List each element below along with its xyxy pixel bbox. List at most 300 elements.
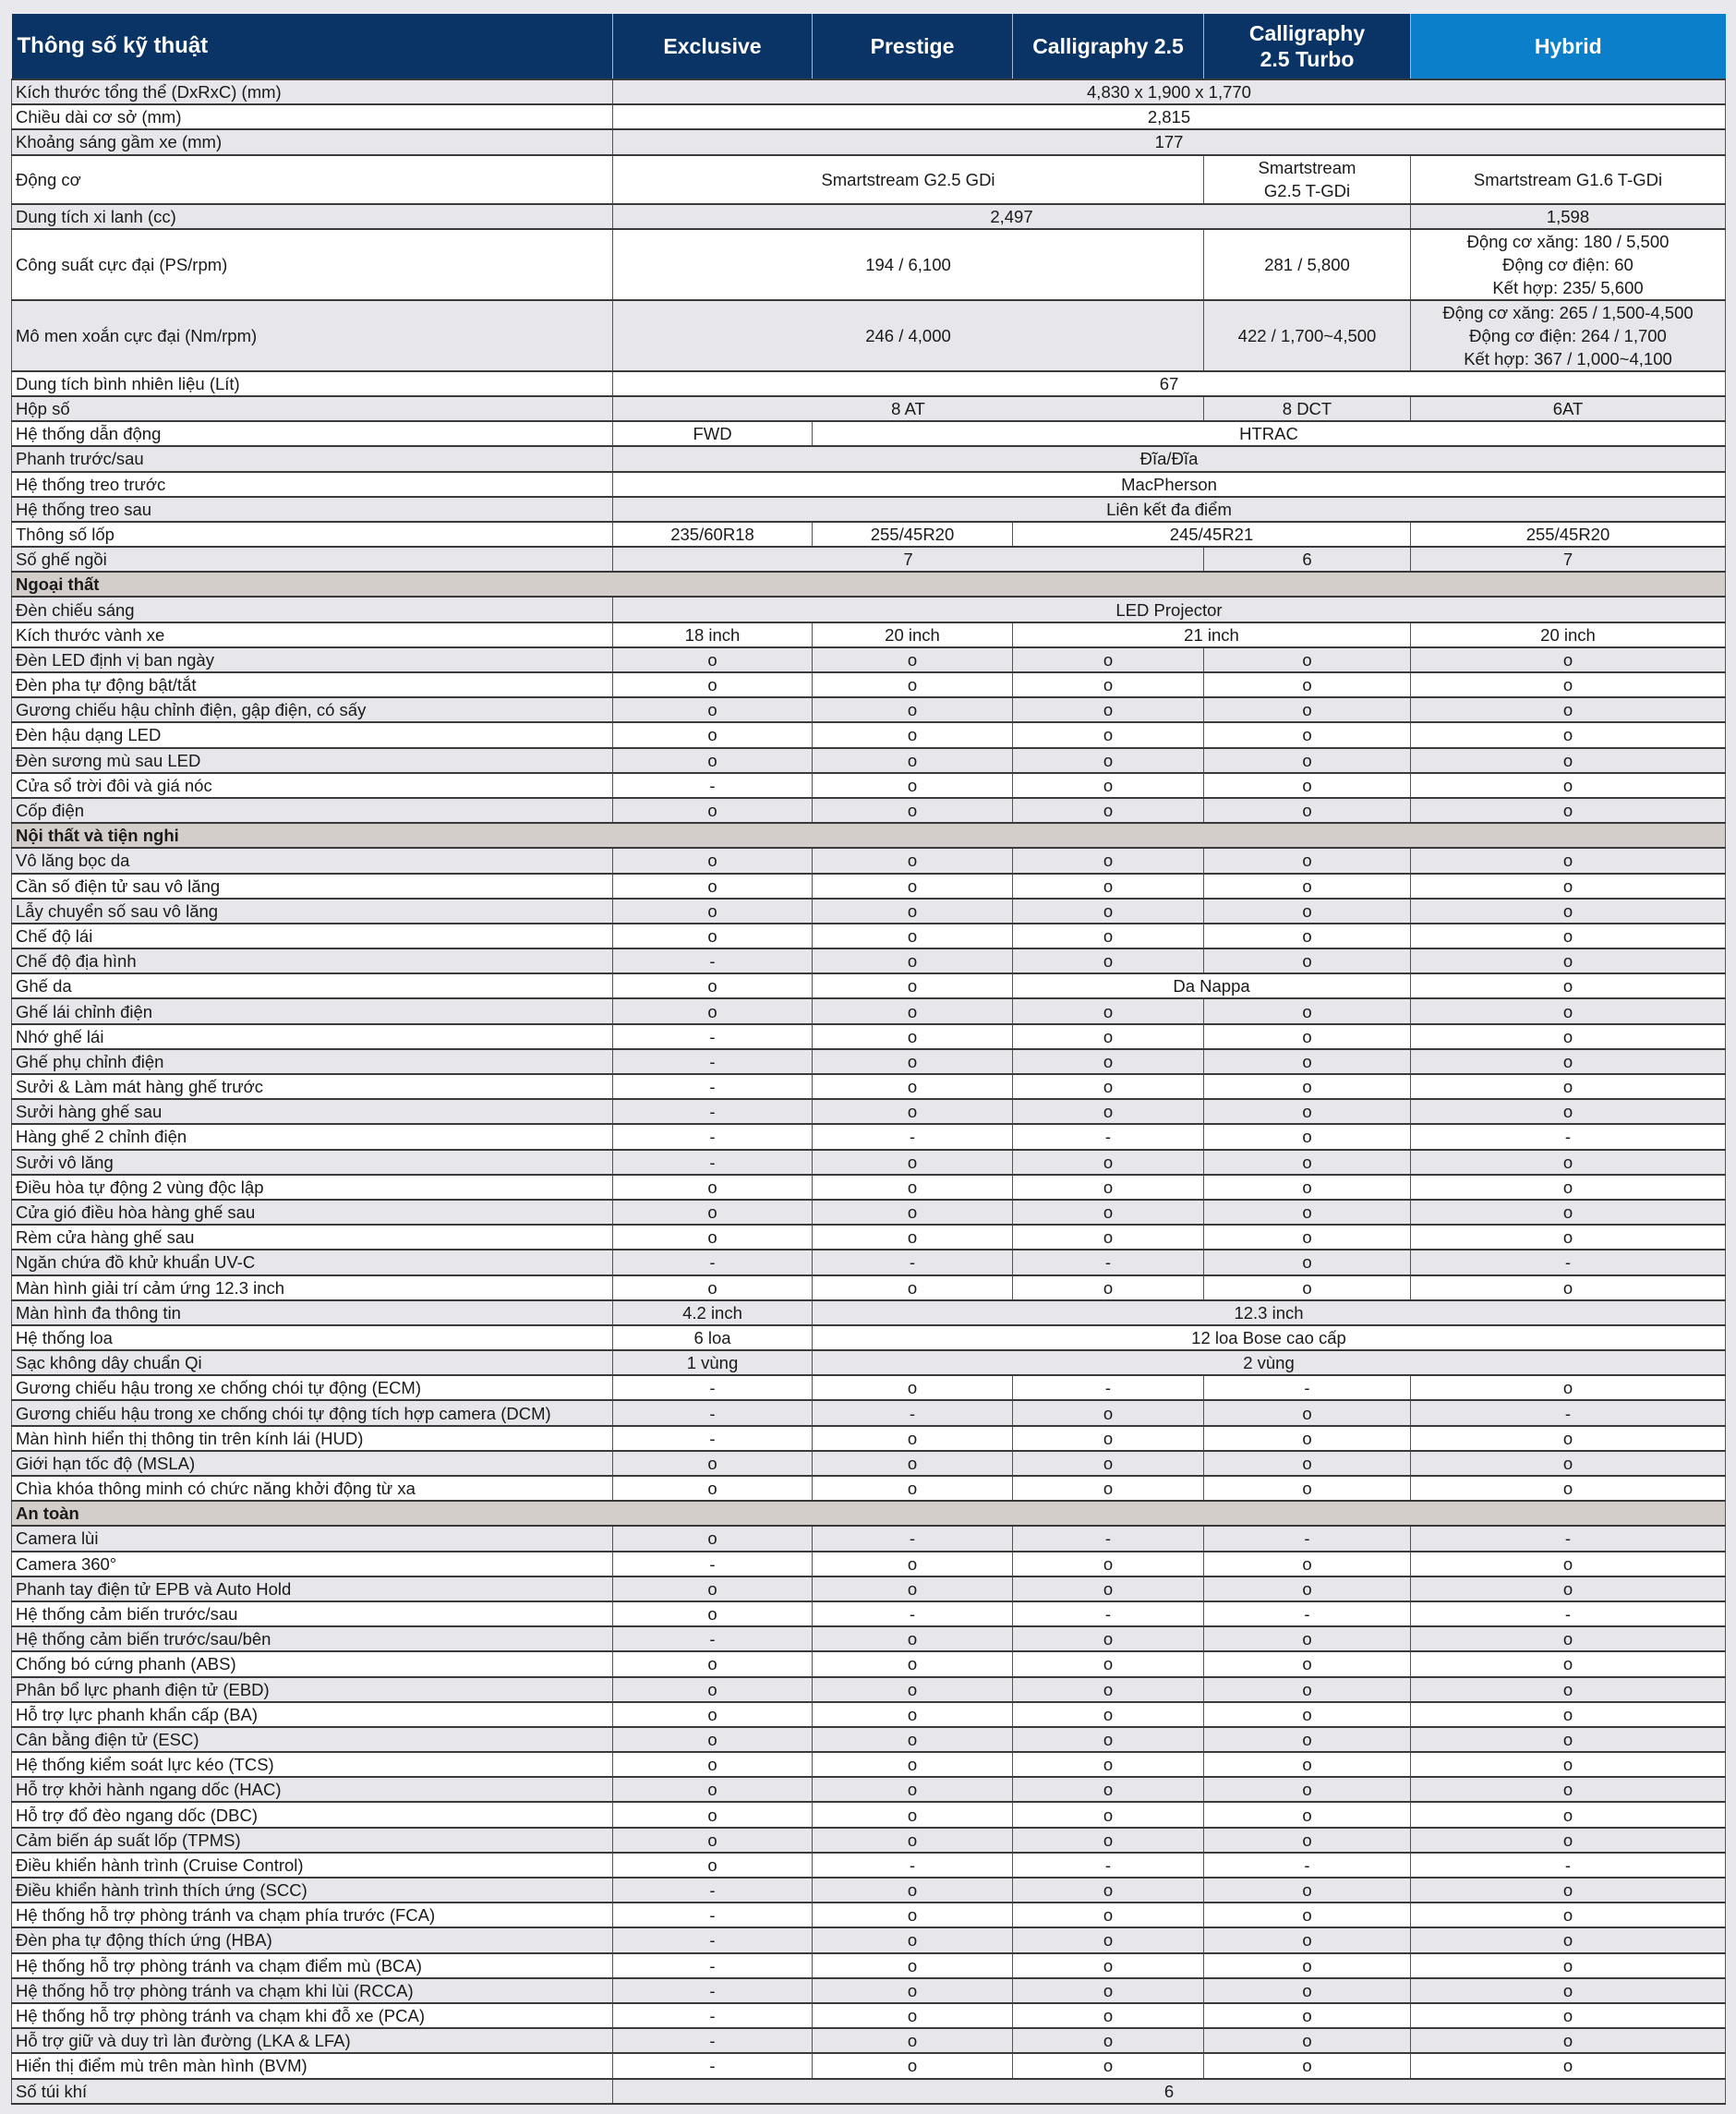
feature-available: o <box>1411 1978 1726 2003</box>
table-row <box>12 899 1726 924</box>
spec-value: Động cơ xăng: 180 / 5,500 Động cơ điện: 60 Kết hợp: 235/ 5,600 <box>1411 229 1726 300</box>
row-label: Hiển thị điểm mù trên màn hình (BVM) <box>12 2053 613 2078</box>
table-row <box>12 1426 1726 1451</box>
table-row <box>12 1651 1726 1676</box>
spec-value: 245/45R21 <box>1013 522 1411 547</box>
feature-available: o <box>613 1175 813 1200</box>
section-title: An toàn <box>12 1501 1726 1526</box>
row-label: Hệ thống hỗ trợ phòng tránh va chạm phía trước (FCA) <box>12 1903 613 1927</box>
row-label: Hỗ trợ giữ và duy trì làn đường (LKA & LFA) <box>12 2028 613 2053</box>
feature-available: o <box>1411 1953 1726 1978</box>
table-row <box>12 1828 1726 1853</box>
feature-available: o <box>1013 1777 1204 1802</box>
feature-available: o <box>1013 1651 1204 1676</box>
table-row <box>12 1099 1726 1124</box>
table-row <box>12 697 1726 722</box>
feature-unavailable: - <box>1013 1601 1204 1626</box>
table-row <box>12 1526 1726 1551</box>
feature-available: o <box>1204 1150 1411 1175</box>
row-label: Hệ thống hỗ trợ phòng tránh va chạm khi đỗ xe (PCA) <box>12 2003 613 2028</box>
feature-available: o <box>1204 1702 1411 1727</box>
spec-value: 7 <box>613 547 1204 572</box>
feature-available: o <box>613 1777 813 1802</box>
feature-unavailable: - <box>1411 1601 1726 1626</box>
feature-available: o <box>1204 1049 1411 1074</box>
feature-unavailable: - <box>613 2028 813 2053</box>
table-row <box>12 1124 1726 1149</box>
row-label: Điều khiển hành trình (Cruise Control) <box>12 1853 613 1878</box>
section-header <box>12 572 1726 597</box>
feature-available: o <box>1411 1426 1726 1451</box>
row-label: Gương chiếu hậu trong xe chống chói tự động tích hợp camera (DCM) <box>12 1400 613 1425</box>
feature-available: o <box>1204 1476 1411 1501</box>
feature-available: o <box>813 924 1013 948</box>
row-label: Hệ thống cảm biến trước/sau/bên <box>12 1626 613 1651</box>
row-label: Hàng ghế 2 chỉnh điện <box>12 1124 613 1149</box>
feature-available: o <box>1411 1802 1726 1827</box>
feature-available: o <box>1204 1903 1411 1927</box>
feature-available: o <box>1204 798 1411 823</box>
row-label: Hộp số <box>12 396 613 421</box>
table-row <box>12 1853 1726 1878</box>
feature-available: o <box>1411 1777 1726 1802</box>
table-row <box>12 1802 1726 1827</box>
row-label: Phân bổ lực phanh điện tử (EBD) <box>12 1677 613 1702</box>
table-row <box>12 79 1726 104</box>
table-row <box>12 1476 1726 1501</box>
feature-available: o <box>1204 899 1411 924</box>
row-label: Hệ thống kiểm soát lực kéo (TCS) <box>12 1752 613 1777</box>
row-label: Hệ thống treo trước <box>12 472 613 497</box>
row-label: Số ghế ngồi <box>12 547 613 572</box>
spec-value: 20 inch <box>1411 622 1726 647</box>
row-label: Chiều dài cơ sở (mm) <box>12 104 613 129</box>
feature-available: o <box>813 2053 1013 2078</box>
table-row <box>12 1275 1726 1300</box>
spec-value: HTRAC <box>813 421 1726 446</box>
feature-unavailable: - <box>613 1400 813 1425</box>
feature-available: o <box>1013 1802 1204 1827</box>
feature-available: o <box>1411 1752 1726 1777</box>
feature-available: o <box>613 1526 813 1551</box>
spec-value: FWD <box>613 421 813 446</box>
feature-available: o <box>613 1576 813 1601</box>
feature-available: o <box>1411 773 1726 798</box>
feature-available: o <box>1013 1476 1204 1501</box>
feature-available: o <box>813 1426 1013 1451</box>
row-label: Cần số điện tử sau vô lăng <box>12 874 613 899</box>
feature-available: o <box>1204 1626 1411 1651</box>
spec-value: 12 loa Bose cao cấp <box>813 1325 1726 1350</box>
feature-available: o <box>1411 672 1726 697</box>
section-title: Ngoại thất <box>12 572 1726 597</box>
feature-available: o <box>613 998 813 1023</box>
header-prestige: Prestige <box>813 14 1013 79</box>
feature-available: o <box>1204 1451 1411 1476</box>
table-row <box>12 1024 1726 1049</box>
feature-available: o <box>1411 748 1726 773</box>
feature-available: o <box>1411 697 1726 722</box>
feature-unavailable: - <box>613 1375 813 1400</box>
feature-available: o <box>1013 1426 1204 1451</box>
feature-available: o <box>813 848 1013 873</box>
feature-available: o <box>1013 924 1204 948</box>
feature-unavailable: - <box>613 1878 813 1903</box>
feature-available: o <box>1013 1552 1204 1576</box>
feature-available: o <box>1204 1752 1411 1777</box>
feature-available: o <box>1411 647 1726 672</box>
feature-available: o <box>813 2003 1013 2028</box>
spec-value: 4.2 inch <box>613 1300 813 1325</box>
table-row <box>12 2079 1726 2104</box>
table-row <box>12 1400 1726 1425</box>
table-row <box>12 229 1726 300</box>
feature-available: o <box>1013 1175 1204 1200</box>
feature-available: o <box>613 798 813 823</box>
table-row <box>12 1702 1726 1727</box>
feature-available: o <box>813 1802 1013 1827</box>
feature-unavailable: - <box>613 1626 813 1651</box>
feature-available: o <box>613 1451 813 1476</box>
spec-value: MacPherson <box>613 472 1726 497</box>
feature-available: o <box>1204 1651 1411 1676</box>
feature-available: o <box>1013 1400 1204 1425</box>
feature-available: o <box>1411 1651 1726 1676</box>
feature-available: o <box>1411 1024 1726 1049</box>
feature-available: o <box>1013 1225 1204 1250</box>
spec-value: 6AT <box>1411 396 1726 421</box>
table-row <box>12 2053 1726 2078</box>
row-label: Khoảng sáng gầm xe (mm) <box>12 129 613 154</box>
feature-unavailable: - <box>613 1150 813 1175</box>
feature-available: o <box>1411 2053 1726 2078</box>
spec-value: 6 <box>613 2079 1726 2104</box>
feature-available: o <box>1204 1250 1411 1274</box>
row-label: Chế độ địa hình <box>12 948 613 973</box>
feature-available: o <box>1204 647 1411 672</box>
spec-table-body <box>12 79 1726 2104</box>
feature-available: o <box>813 1927 1013 1952</box>
spec-value: 255/45R20 <box>1411 522 1726 547</box>
feature-available: o <box>1411 1552 1726 1576</box>
spec-value: 21 inch <box>1013 622 1411 647</box>
feature-available: o <box>813 899 1013 924</box>
spec-value: 7 <box>1411 547 1726 572</box>
row-label: Ngăn chứa đồ khử khuẩn UV-C <box>12 1250 613 1274</box>
feature-available: o <box>1013 2003 1204 2028</box>
feature-unavailable: - <box>1411 1250 1726 1274</box>
spec-value: 2,815 <box>613 104 1726 129</box>
row-label: Đèn sương mù sau LED <box>12 748 613 773</box>
feature-available: o <box>613 1601 813 1626</box>
feature-available: o <box>1013 1074 1204 1099</box>
feature-available: o <box>1013 1275 1204 1300</box>
row-label: Đèn pha tự động bật/tắt <box>12 672 613 697</box>
feature-unavailable: - <box>613 2053 813 2078</box>
feature-available: o <box>1013 1702 1204 1727</box>
feature-available: o <box>813 1677 1013 1702</box>
feature-available: o <box>1204 672 1411 697</box>
spec-value: 67 <box>613 371 1726 396</box>
table-row <box>12 748 1726 773</box>
feature-unavailable: - <box>813 1400 1013 1425</box>
feature-available: o <box>1204 1200 1411 1225</box>
feature-available: o <box>1411 848 1726 873</box>
spec-value: Động cơ xăng: 265 / 1,500-4,500 Động cơ điện: 264 / 1,700 Kết hợp: 367 / 1,000~4,100 <box>1411 300 1726 371</box>
feature-available: o <box>1204 697 1411 722</box>
feature-available: o <box>1411 874 1726 899</box>
feature-available: o <box>1411 1451 1726 1476</box>
feature-available: o <box>813 1200 1013 1225</box>
feature-available: o <box>1411 1727 1726 1752</box>
row-label: Thông số lốp <box>12 522 613 547</box>
table-row <box>12 1677 1726 1702</box>
row-label: Cửa gió điều hòa hàng ghế sau <box>12 1200 613 1225</box>
row-label: Gương chiếu hậu chỉnh điện, gập điện, có sấy <box>12 697 613 722</box>
feature-available: o <box>1204 748 1411 773</box>
feature-unavailable: - <box>1411 1853 1726 1878</box>
spec-value: 2 vùng <box>813 1350 1726 1375</box>
feature-available: o <box>1204 1400 1411 1425</box>
feature-available: o <box>813 1626 1013 1651</box>
feature-available: o <box>813 647 1013 672</box>
feature-available: o <box>1411 1828 1726 1853</box>
table-row <box>12 421 1726 446</box>
feature-unavailable: - <box>1013 1853 1204 1878</box>
feature-available: o <box>1411 1626 1726 1651</box>
table-row <box>12 1451 1726 1476</box>
row-label: Giới hạn tốc độ (MSLA) <box>12 1451 613 1476</box>
feature-unavailable: - <box>613 1426 813 1451</box>
feature-available: o <box>1013 2028 1204 2053</box>
row-label: Hệ thống treo sau <box>12 497 613 522</box>
table-row <box>12 446 1726 471</box>
table-row <box>12 622 1726 647</box>
spec-value: 8 AT <box>613 396 1204 421</box>
spec-value: Da Nappa <box>1013 973 1411 998</box>
feature-available: o <box>1204 1175 1411 1200</box>
feature-available: o <box>1013 1451 1204 1476</box>
feature-unavailable: - <box>813 1250 1013 1274</box>
spec-value: 1 vùng <box>613 1350 813 1375</box>
row-label: Sưởi hàng ghế sau <box>12 1099 613 1124</box>
feature-available: o <box>813 1978 1013 2003</box>
row-label: Đèn hậu dạng LED <box>12 722 613 747</box>
feature-available: o <box>1411 1200 1726 1225</box>
feature-available: o <box>1204 1552 1411 1576</box>
feature-available: o <box>813 1903 1013 1927</box>
spec-value: 8 DCT <box>1204 396 1411 421</box>
feature-unavailable: - <box>1204 1526 1411 1551</box>
row-label: Phanh trước/sau <box>12 446 613 471</box>
feature-available: o <box>1204 1677 1411 1702</box>
feature-unavailable: - <box>613 1903 813 1927</box>
feature-available: o <box>813 2028 1013 2053</box>
table-row <box>12 1552 1726 1576</box>
feature-unavailable: - <box>613 1099 813 1124</box>
table-row <box>12 1903 1726 1927</box>
table-row <box>12 1049 1726 1074</box>
feature-available: o <box>1013 899 1204 924</box>
row-label: Mô men xoắn cực đại (Nm/rpm) <box>12 300 613 371</box>
table-row <box>12 129 1726 154</box>
feature-available: o <box>1204 1927 1411 1952</box>
section-title: Nội thất và tiện nghi <box>12 823 1726 848</box>
feature-available: o <box>813 948 1013 973</box>
feature-available: o <box>813 1024 1013 1049</box>
feature-available: o <box>813 1099 1013 1124</box>
feature-available: o <box>613 1802 813 1827</box>
spec-value: 12.3 inch <box>813 1300 1726 1325</box>
feature-available: o <box>613 1828 813 1853</box>
table-row <box>12 848 1726 873</box>
feature-available: o <box>613 1476 813 1501</box>
row-label: Động cơ <box>12 155 613 204</box>
feature-available: o <box>1411 1099 1726 1124</box>
feature-available: o <box>1204 1024 1411 1049</box>
feature-available: o <box>1204 773 1411 798</box>
feature-available: o <box>613 899 813 924</box>
feature-available: o <box>813 1651 1013 1676</box>
feature-available: o <box>1013 1024 1204 1049</box>
feature-available: o <box>613 697 813 722</box>
header-hybrid: Hybrid <box>1411 14 1726 79</box>
row-label: Hệ thống loa <box>12 1325 613 1350</box>
feature-available: o <box>1411 798 1726 823</box>
feature-unavailable: - <box>613 1124 813 1149</box>
feature-available: o <box>1204 1802 1411 1827</box>
feature-unavailable: - <box>813 1124 1013 1149</box>
feature-unavailable: - <box>613 1049 813 1074</box>
spec-value: 177 <box>613 129 1726 154</box>
spec-value: 246 / 4,000 <box>613 300 1204 371</box>
row-label: Đèn pha tự động thích ứng (HBA) <box>12 1927 613 1952</box>
feature-available: o <box>1204 1099 1411 1124</box>
table-row <box>12 396 1726 421</box>
table-row <box>12 672 1726 697</box>
row-label: Hệ thống hỗ trợ phòng tránh va chạm điểm mù (BCA) <box>12 1953 613 1978</box>
feature-available: o <box>813 1225 1013 1250</box>
feature-available: o <box>813 1576 1013 1601</box>
table-row <box>12 547 1726 572</box>
feature-available: o <box>813 798 1013 823</box>
feature-unavailable: - <box>613 1978 813 2003</box>
feature-unavailable: - <box>613 1250 813 1274</box>
feature-available: o <box>1411 1702 1726 1727</box>
table-row <box>12 104 1726 129</box>
spec-value: 1,598 <box>1411 204 1726 229</box>
row-label: Chế độ lái <box>12 924 613 948</box>
feature-available: o <box>1013 1752 1204 1777</box>
feature-available: o <box>1013 1200 1204 1225</box>
table-row <box>12 1074 1726 1099</box>
feature-available: o <box>1013 874 1204 899</box>
row-label: Hệ thống dẫn động <box>12 421 613 446</box>
feature-unavailable: - <box>613 2003 813 2028</box>
feature-available: o <box>613 1225 813 1250</box>
table-row <box>12 1350 1726 1375</box>
feature-unavailable: - <box>1204 1601 1411 1626</box>
feature-available: o <box>813 697 1013 722</box>
feature-available: o <box>813 1375 1013 1400</box>
feature-available: o <box>1013 647 1204 672</box>
row-label: Điều hòa tự động 2 vùng độc lập <box>12 1175 613 1200</box>
feature-available: o <box>813 748 1013 773</box>
feature-available: o <box>613 1651 813 1676</box>
feature-available: o <box>1013 1099 1204 1124</box>
feature-available: o <box>1411 1903 1726 1927</box>
feature-available: o <box>1204 998 1411 1023</box>
table-row <box>12 1878 1726 1903</box>
feature-available: o <box>1204 1426 1411 1451</box>
feature-unavailable: - <box>1204 1375 1411 1400</box>
section-header <box>12 823 1726 848</box>
table-row <box>12 924 1726 948</box>
row-label: Kích thước vành xe <box>12 622 613 647</box>
feature-available: o <box>613 1200 813 1225</box>
feature-available: o <box>1411 1878 1726 1903</box>
feature-available: o <box>1204 874 1411 899</box>
row-label: Cảm biến áp suất lốp (TPMS) <box>12 1828 613 1853</box>
table-row <box>12 1325 1726 1350</box>
row-label: Hệ thống cảm biến trước/sau <box>12 1601 613 1626</box>
row-label: Đèn chiếu sáng <box>12 597 613 622</box>
feature-available: o <box>813 874 1013 899</box>
feature-available: o <box>613 647 813 672</box>
table-row <box>12 874 1726 899</box>
spec-value: 6 <box>1204 547 1411 572</box>
header-label: Thông số kỹ thuật <box>12 14 613 79</box>
feature-available: o <box>1013 1049 1204 1074</box>
table-row <box>12 371 1726 396</box>
feature-available: o <box>1204 1828 1411 1853</box>
feature-available: o <box>1411 1576 1726 1601</box>
row-label: Camera 360° <box>12 1552 613 1576</box>
row-label: Hỗ trợ khởi hành ngang dốc (HAC) <box>12 1777 613 1802</box>
feature-available: o <box>1411 1150 1726 1175</box>
feature-available: o <box>1013 1576 1204 1601</box>
row-label: Kích thước tổng thể (DxRxC) (mm) <box>12 79 613 104</box>
feature-available: o <box>813 1953 1013 1978</box>
spec-value: 2,497 <box>613 204 1411 229</box>
feature-available: o <box>813 1777 1013 1802</box>
feature-available: o <box>1411 1476 1726 1501</box>
feature-available: o <box>1411 722 1726 747</box>
feature-available: o <box>1013 848 1204 873</box>
row-label: Sạc không dây chuẩn Qi <box>12 1350 613 1375</box>
feature-available: o <box>1204 1777 1411 1802</box>
row-label: Cửa sổ trời đôi và giá nóc <box>12 773 613 798</box>
feature-unavailable: - <box>1013 1250 1204 1274</box>
table-row <box>12 773 1726 798</box>
feature-unavailable: - <box>613 1953 813 1978</box>
feature-available: o <box>1013 1150 1204 1175</box>
feature-unavailable: - <box>813 1526 1013 1551</box>
feature-available: o <box>613 672 813 697</box>
feature-unavailable: - <box>613 1074 813 1099</box>
feature-available: o <box>1204 2003 1411 2028</box>
feature-unavailable: - <box>1013 1526 1204 1551</box>
feature-unavailable: - <box>1411 1526 1726 1551</box>
spec-table <box>11 14 1726 2105</box>
spec-value: 20 inch <box>813 622 1013 647</box>
feature-available: o <box>813 1702 1013 1727</box>
feature-unavailable: - <box>1204 1853 1411 1878</box>
row-label: Sưởi vô lăng <box>12 1150 613 1175</box>
feature-unavailable: - <box>1411 1400 1726 1425</box>
feature-available: o <box>1013 697 1204 722</box>
table-row <box>12 1626 1726 1651</box>
